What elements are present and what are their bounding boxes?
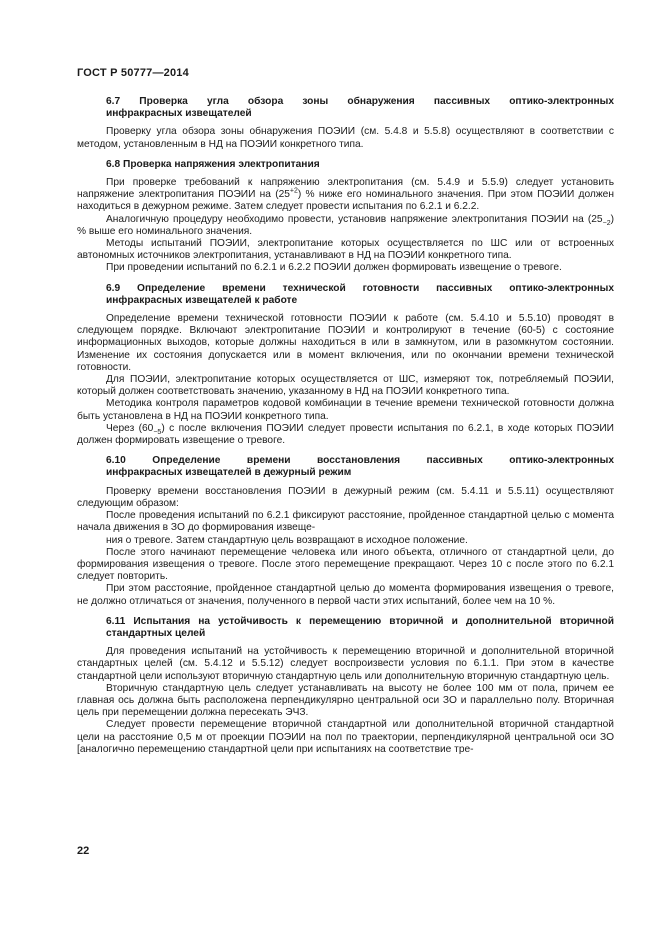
section-6-8-paragraph-1-part-b: ) % ниже его номинального значения. При этом ПОЭИИ должен находиться в дежурном режиме. Затем следует провести испытания по 6.2.1 и 6.2.2. (77, 189, 614, 213)
section-6-9-paragraph-1: Определение времени технической готовности ПОЭИИ к работе (см. 5.4.10 и 5.5.10) проводят в следующем порядке. Включают электропитание ПОЭИИ и контролируют в течение (60-5) с состояние информационных выходов, которые должны находиться в или в замкнутом, или в разомкнутом состоянии. Изменение их состояния допускается или в момент включения, или по окончании времени технической готовности. (77, 313, 614, 373)
section-6-9-paragraph-4 (77, 423, 614, 447)
section-6-8-paragraph-3: Методы испытаний ПОЭИИ, электропитание которых осуществляется по ШС или от встроенных автономных источников электропитания, устанавливают в НД на ПОЭИИ конкретного типа. (77, 238, 614, 262)
section-6-8-paragraph-1-part-a: При проверке требований к напряжению электропитания (см. 5.4.9 и 5.5.9) следует установить напряжение электропитания ПОЭИИ на (25 (77, 177, 614, 201)
section-6-7-heading-line1: 6.7 Проверка угла обзора зоны обнаружения пассивных оптико-электронных (106, 96, 614, 107)
section-6-8-paragraph-2 (77, 214, 614, 238)
section-6-9-paragraph-4-part-b: ) с после включения ПОЭИИ следует провести испытания по 6.2.1, в ходе которых ПОЭИИ должен формировать извещение о тревоге. (77, 422, 614, 447)
section-6-8-paragraph-2-part-b: ) % выше его номинального значения. (77, 213, 614, 237)
section-6-9-heading-line1: 6.9 Определение времени технической готовности пассивных оптико-электронных (106, 282, 614, 294)
document-header: ГОСТ Р 50777—2014 (77, 67, 189, 79)
section-6-10-paragraph-3: ния о тревоге. Затем стандартную цель возвращают в исходное положение. (106, 534, 468, 546)
section-6-9-paragraph-2: Для ПОЭИИ, электропитание которых осуществляется от ШС, измеряют ток, потребляемый ПОЭИИ, который должен соответствовать значению, указанному в НД на ПОЭИИ конкретного типа. (77, 374, 614, 398)
section-6-10-heading-line1: 6.10 Определение времени восстановления пассивных оптико-электронных (106, 455, 614, 467)
section-6-8-paragraph-2-part-a: Аналогичную процедуру необходимо провести, установив напряжение электропитания ПОЭИИ на (25 (106, 213, 603, 225)
section-6-9-heading (77, 283, 614, 307)
section-6-10-heading-line2: инфракрасных извещателей в дежурный режим (106, 467, 352, 479)
section-6-7-heading-line2: инфракрасных извещателей (106, 108, 252, 120)
section-6-8-heading: 6.8 Проверка напряжения электропитания (106, 158, 320, 170)
section-6-11-paragraph-1: Для проведения испытаний на устойчивость к перемещению вторичной и дополнительной вторичной стандартных целей (см. 5.4.12 и 5.5.12) следует воспроизвести условия по 6.1.1. При этом в качестве стандартной цели используют вторичную стандартную цель или дополнительную вторичную стандартную цель. (77, 646, 614, 682)
section-6-10-paragraph-5: При этом расстояние, пройденное стандартной целью до момента формирования извещения о тревоге, не должно отличаться от значения, полученного в первой части этих испытаний, более чем на 10 %. (77, 583, 614, 607)
section-6-10-heading (77, 455, 614, 479)
section-6-9-heading-line2: инфракрасных извещателей к работе (106, 294, 298, 306)
section-6-11-heading (77, 616, 614, 640)
section-6-11-paragraph-3: Следует провести перемещение вторичной стандартной или дополнительной вторичной стандартной цели на расстояние 0,5 м от проекции ПОЭИИ на пол по траектории, перпендикулярной центральной оси ЗО [аналогично перемещению стандартной цели при испытаниях на соответствие тре- (77, 719, 614, 755)
section-6-9-paragraph-3: Методика контроля параметров кодовой комбинации в течение времени технической готовности должна быть установлена в НД на ПОЭИИ конкретного типа. (77, 398, 614, 422)
section-6-9-paragraph-4-part-a: Через (60 (106, 422, 154, 434)
section-6-9-paragraph-4-sub: −5 (153, 428, 162, 436)
section-6-10-paragraph-4: После этого начинают перемещение человека или иного объекта, отличного от стандартной цели, до формирования извещения о тревоге. После этого перемещение прекращают. Через 10 с после этого по 6.2.1 следует повторить. (77, 546, 614, 583)
section-6-8-paragraph-4: При проведении испытаний по 6.2.1 и 6.2.2 ПОЭИИ должен формировать извещение о тревоге. (106, 262, 562, 274)
section-6-11-paragraph-2: Вторичную стандартную цель следует устанавливать на высоту не более 100 мм от пола, причем ее главная ось должна быть расположена перпендикулярно центральной оси ЗО и параллельно полу. Вторичная цель при перемещении должна пересекать ЭЧЗ. (77, 682, 614, 719)
section-6-11-heading-line1: 6.11 Испытания на устойчивость к перемещению вторичной и дополнительной вторичной (106, 615, 614, 627)
section-6-8-paragraph-2-sub: −2 (602, 219, 611, 227)
document-body (77, 96, 614, 756)
page-number: 22 (77, 845, 90, 857)
section-6-10-paragraph-1: Проверку времени восстановления ПОЭИИ в дежурный режим (см. 5.4.11 и 5.5.11) осуществляют следующим образом: (77, 485, 614, 509)
section-6-10-paragraph-2: После проведения испытаний по 6.2.1 фиксируют расстояние, пройденное стандартной целью с момента начала движения в ЗО до формирования извеще- (77, 510, 614, 534)
section-6-11-heading-line2: стандартных целей (106, 627, 206, 639)
section-6-7-heading (77, 96, 614, 120)
section-6-7-paragraph-1: Проверку угла обзора зоны обнаружения ПОЭИИ (см. 5.4.8 и 5.5.8) осуществляют в соответствии с методом, установленным в НД на ПОЭИИ конкретного типа. (77, 126, 614, 150)
section-6-8-paragraph-1 (77, 177, 614, 214)
section-6-8-paragraph-1-sup: +2 (289, 187, 298, 195)
